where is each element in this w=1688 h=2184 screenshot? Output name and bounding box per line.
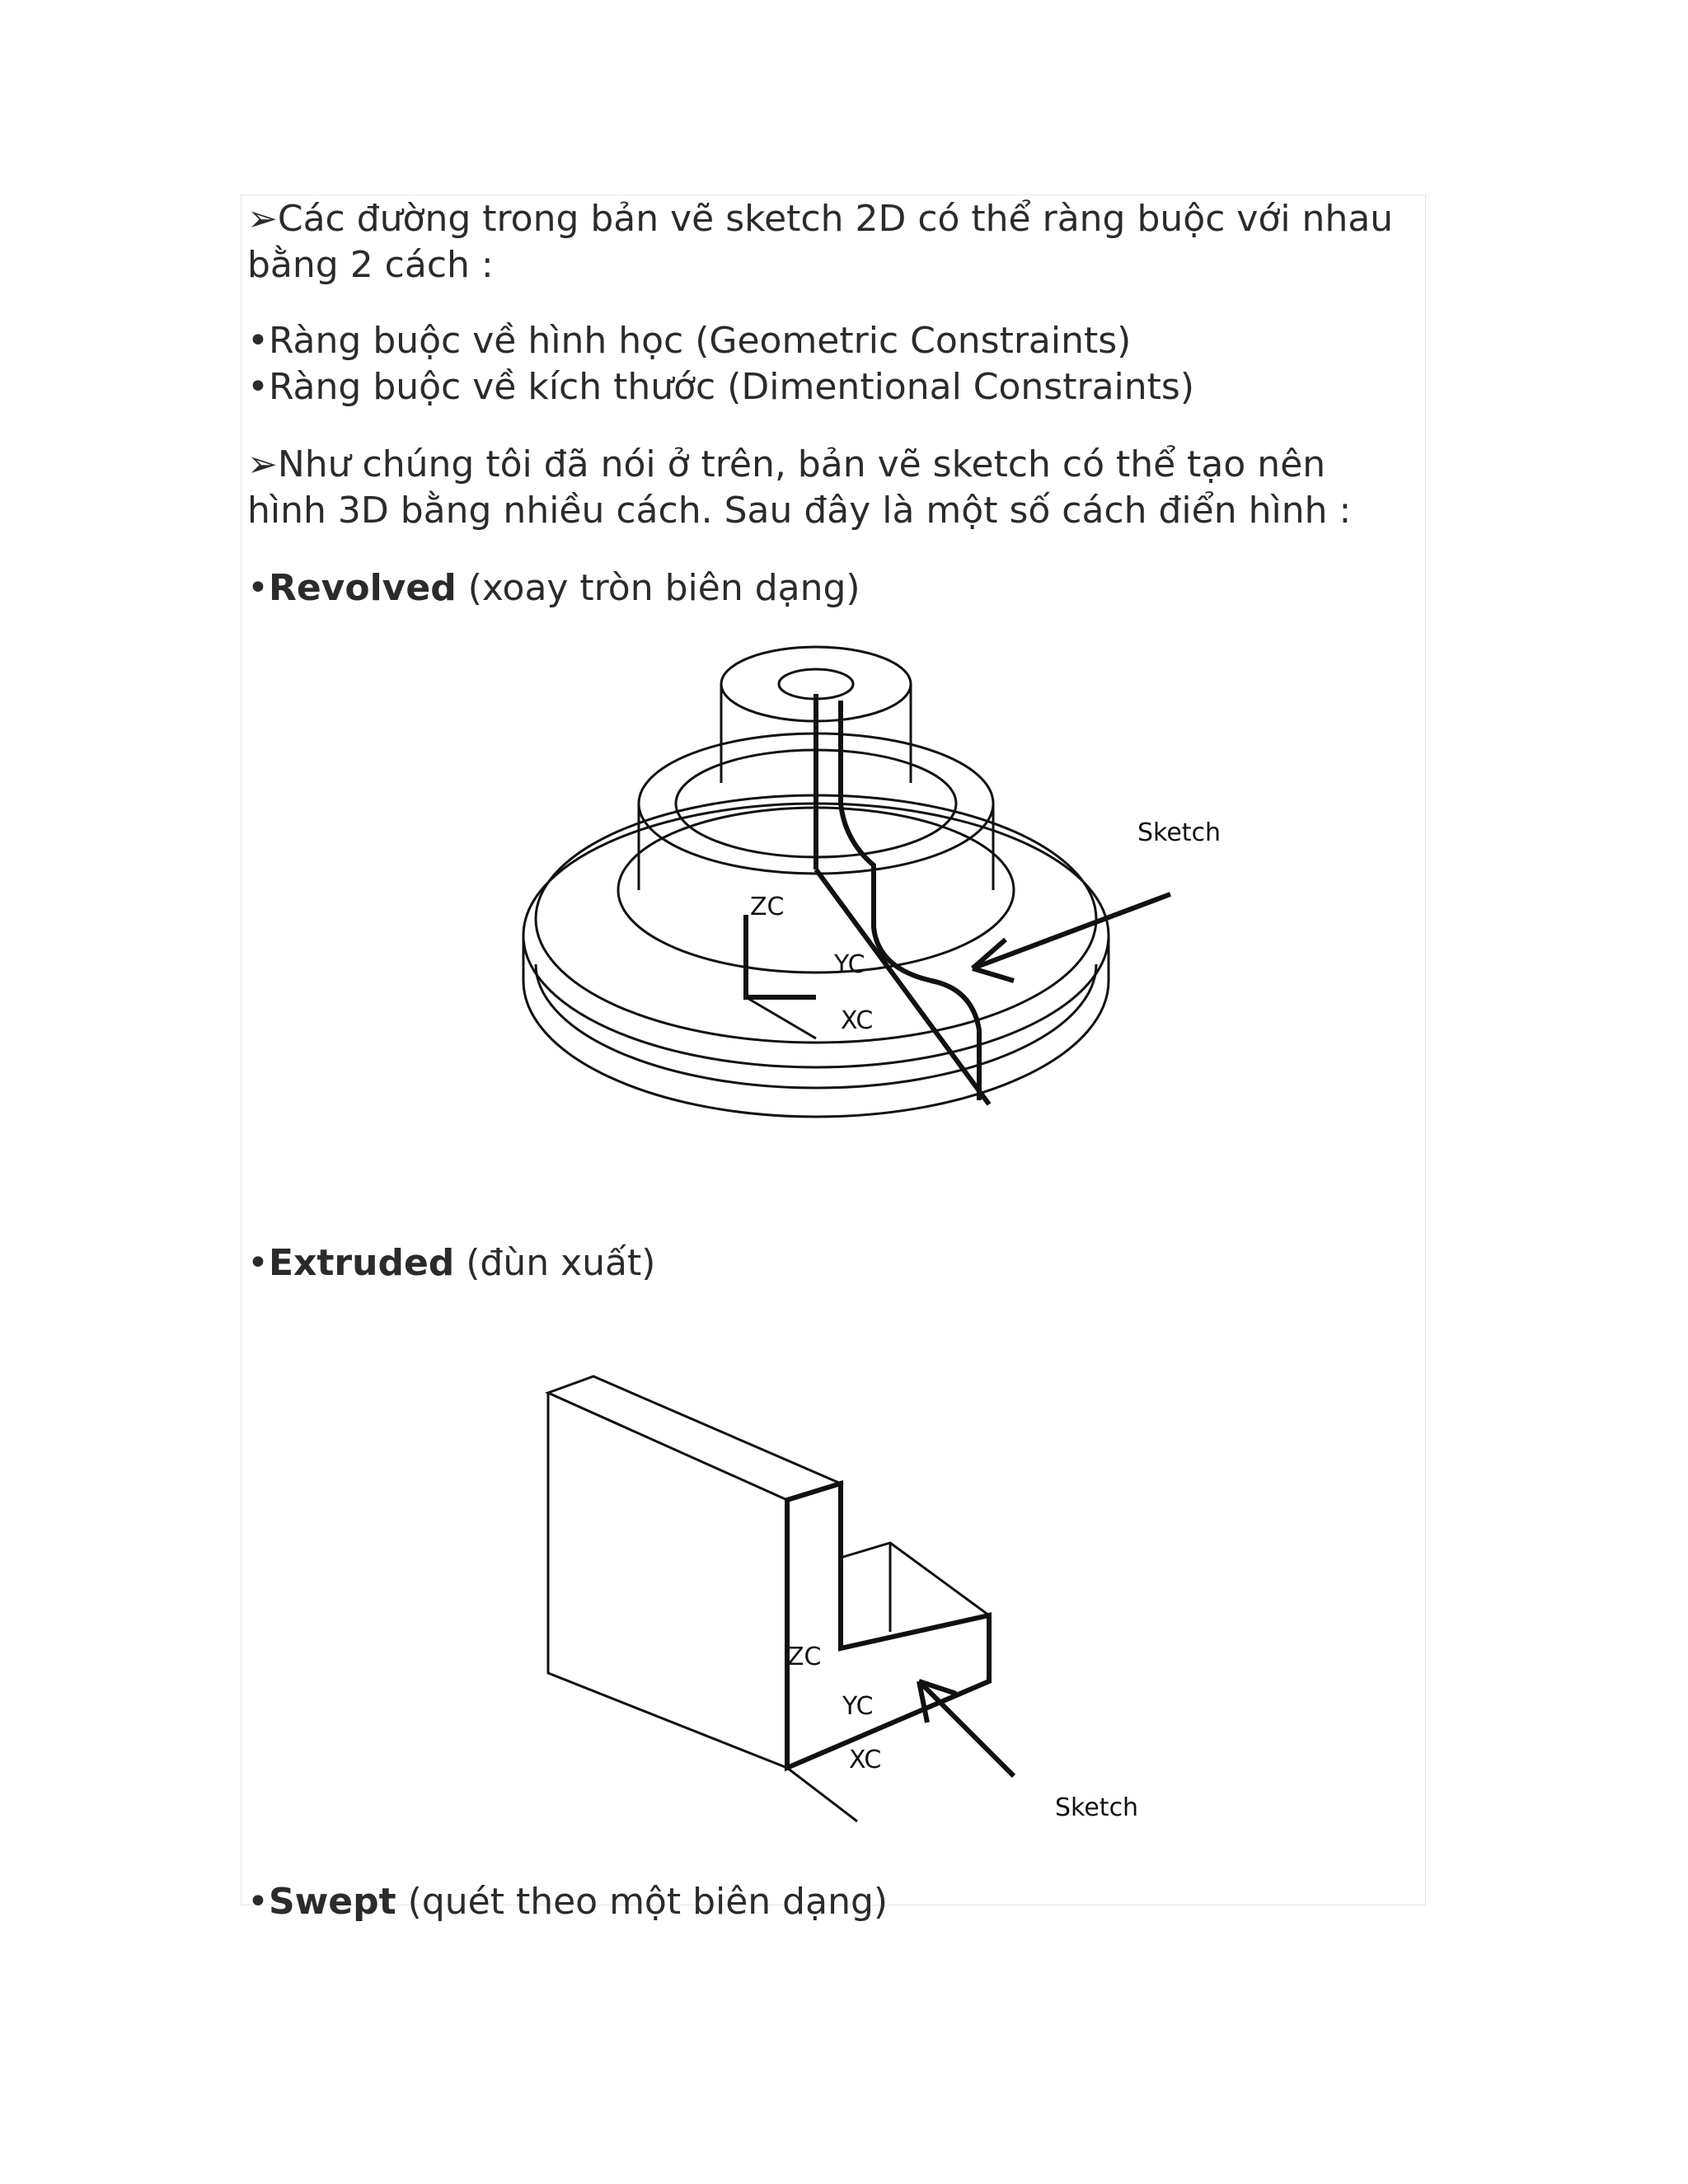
arrow-bullet-icon: ➢: [247, 443, 278, 485]
axis-x-label: XC: [849, 1746, 882, 1774]
axis-z-label: ZC: [750, 893, 785, 921]
bullet-icon: •: [247, 567, 269, 609]
bullet-icon: •: [247, 1242, 269, 1284]
bullet-geometric-constraints: •Ràng buộc về hình học (Geometric Constraints): [247, 320, 1132, 362]
bullet-icon: •: [247, 366, 269, 408]
axis-y-label: YC: [842, 1692, 874, 1721]
method-extruded: •Extruded (đùn xuất): [247, 1242, 656, 1284]
intro-line-1: ➢Các đường trong bản vẽ sketch 2D có thể ràng buộc với nhau: [247, 198, 1394, 240]
intro-line-2: bằng 2 cách :: [247, 244, 494, 286]
bullet-dimensional-constraints: •Ràng buộc về kích thước (Dimentional Constraints): [247, 366, 1194, 408]
arrow-bullet-icon: ➢: [247, 198, 278, 240]
axis-x-label: XC: [841, 1006, 874, 1035]
axis-z-label: ZC: [787, 1643, 822, 1671]
revolved-figure: [429, 643, 1236, 1170]
sketch-label: Sketch: [1137, 818, 1221, 847]
intro2-line-2: hình 3D bằng nhiều cách. Sau đây là một số cách điển hình :: [247, 490, 1352, 532]
method-swept: •Swept (quét theo một biên dạng): [247, 1881, 889, 1923]
axis-y-label: YC: [834, 950, 865, 979]
bullet-icon: •: [247, 1881, 269, 1923]
intro2-line-1: ➢Như chúng tôi đã nói ở trên, bản vẽ sketch có thể tạo nên: [247, 443, 1326, 485]
method-revolved: •Revolved (xoay tròn biên dạng): [247, 567, 860, 609]
extruded-figure: [462, 1319, 1220, 1863]
bullet-icon: •: [247, 320, 269, 362]
sketch-label: Sketch: [1055, 1793, 1139, 1822]
